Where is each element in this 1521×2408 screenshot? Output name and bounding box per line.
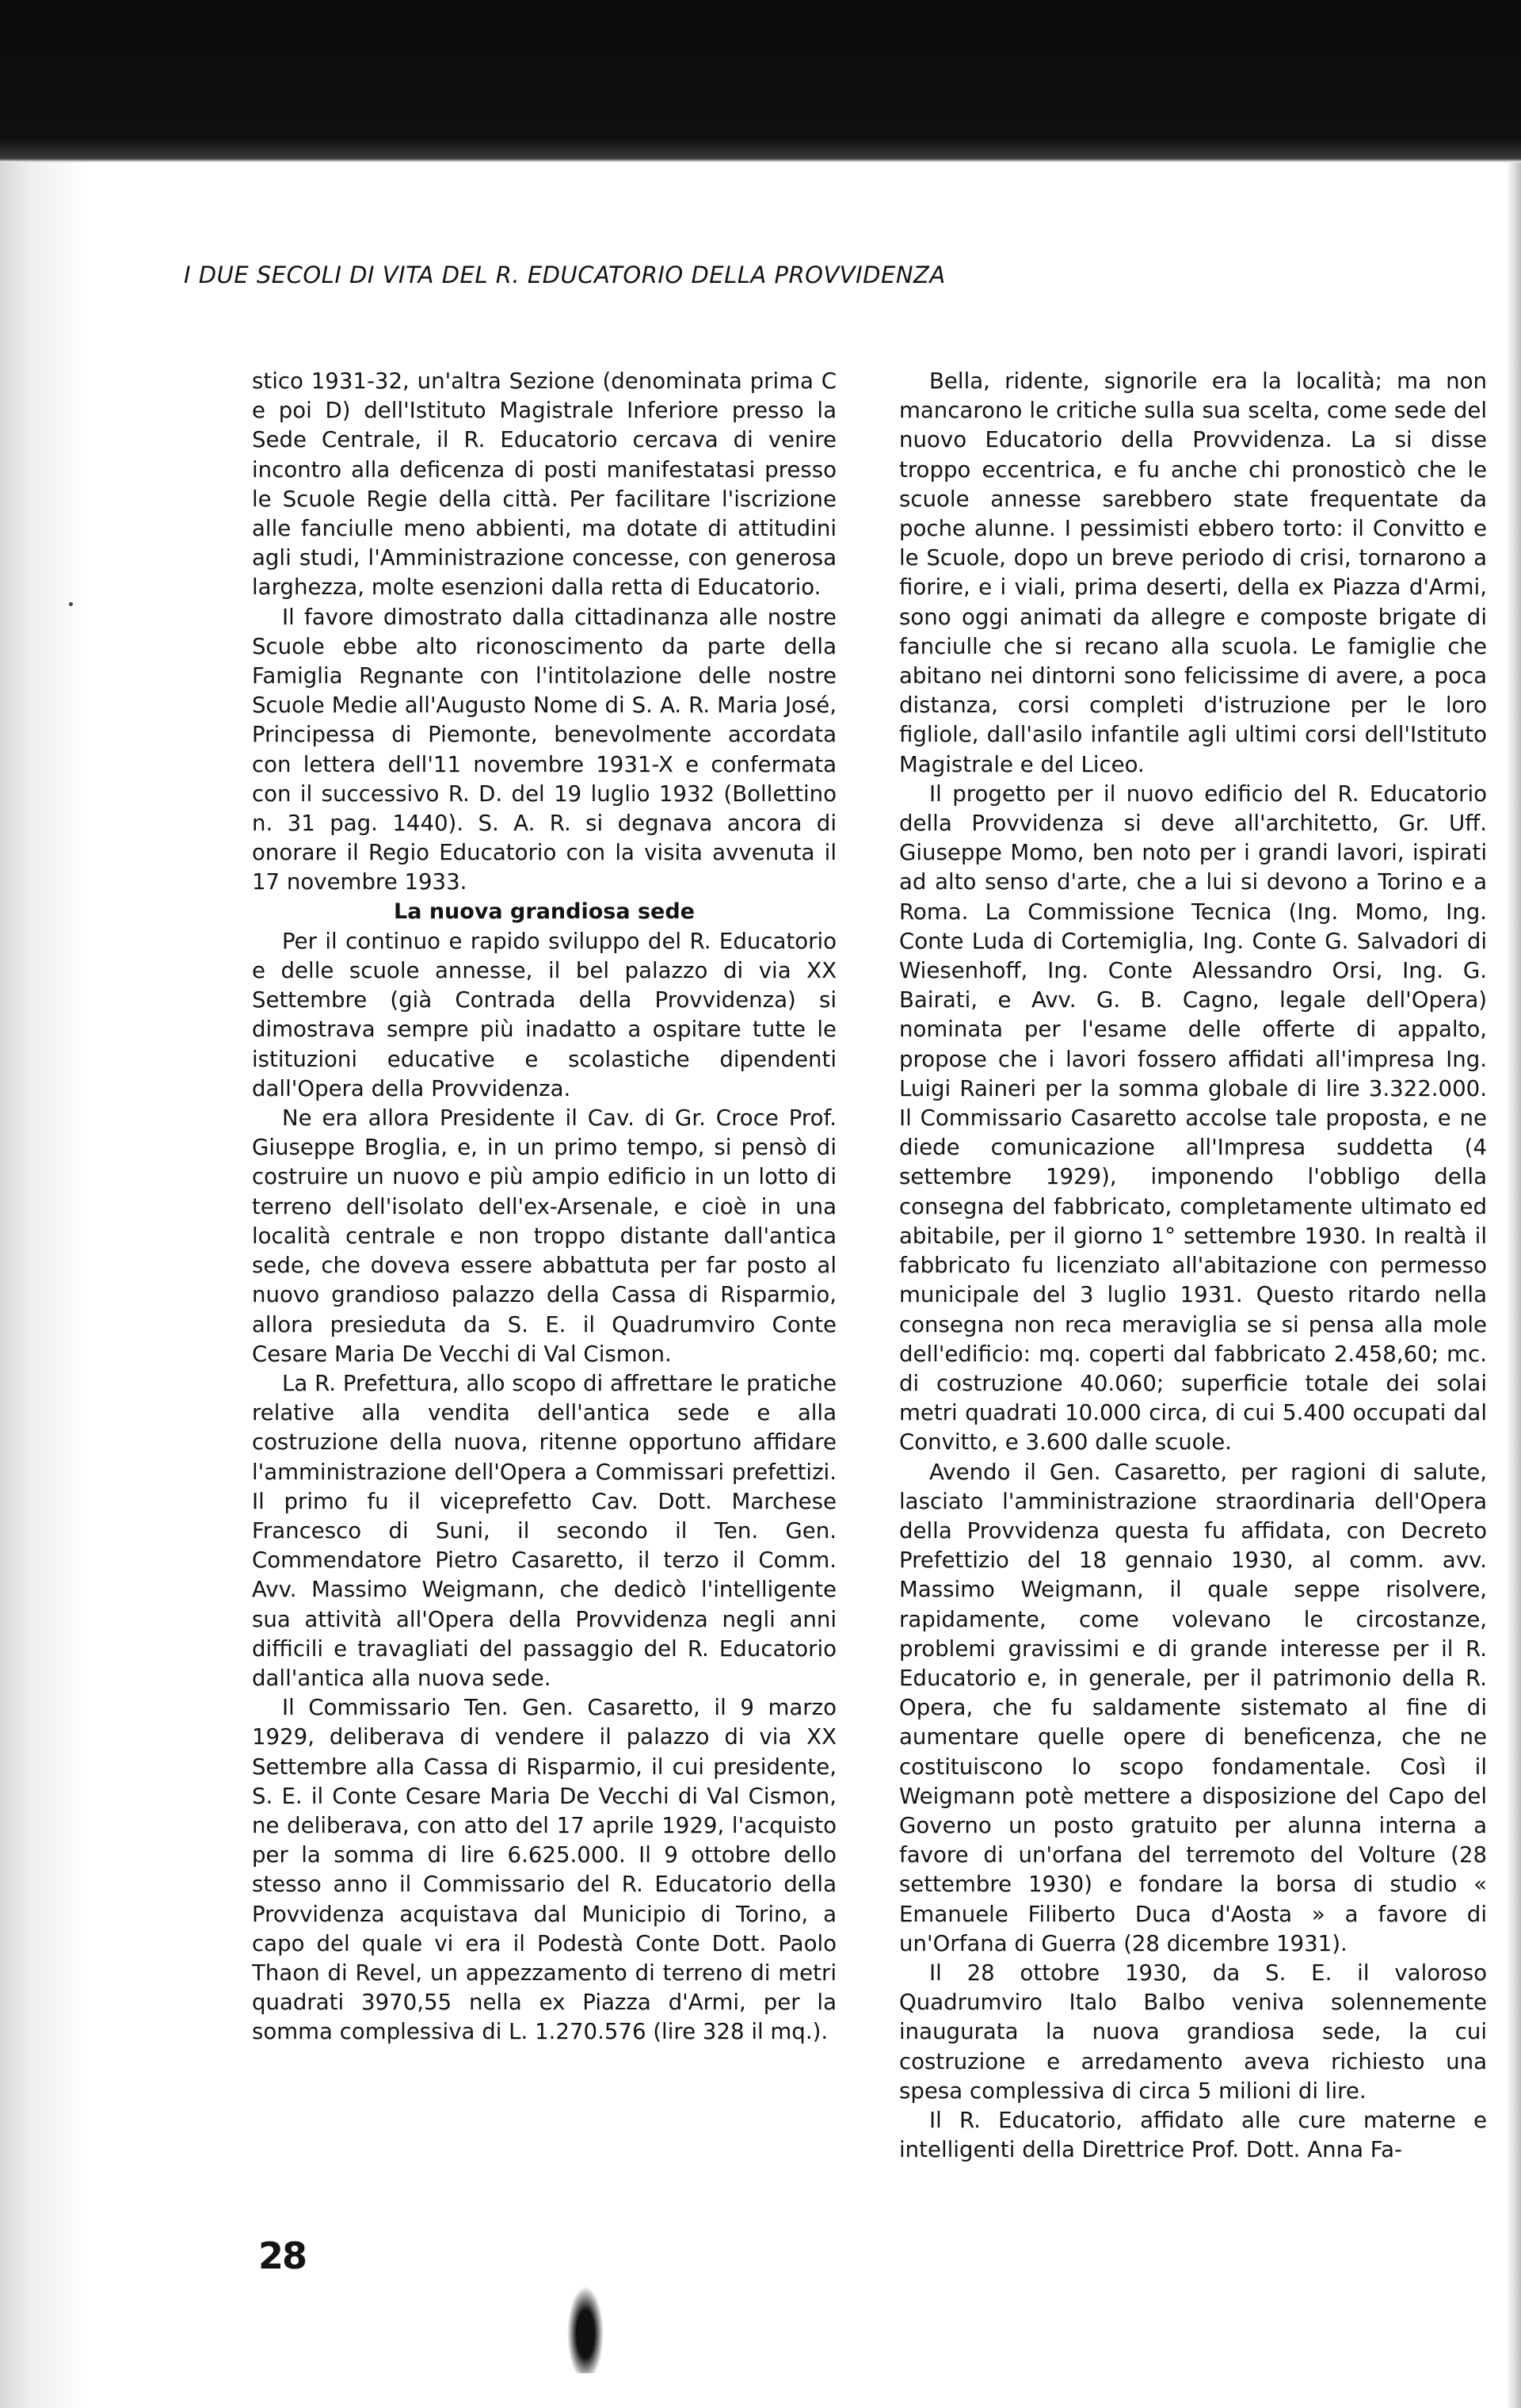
scan-right-edge — [1507, 162, 1521, 2408]
left-column — [252, 366, 837, 2047]
paragraph: Ne era allora Presidente il Cav. di Gr. Croce Prof. Giuseppe Broglia, e, in un primo tempo, si pensò di costruire un nuovo e più ampio edificio in un lotto di terreno dell'isolato dell'ex-Arsenale, e cioè in una località centrale e non troppo distante dall'antica sede, che doveva essere abbattuta per far posto al nuovo grandioso palazzo della Cassa di Risparmio, allora presieduta da S. E. il Quadrumviro Conte Cesare Maria De Vecchi di Val Cismon. — [252, 1105, 837, 1367]
scan-top-border — [0, 0, 1521, 162]
paragraph: Per il continuo e rapido sviluppo del R. Educatorio e delle scuole annesse, il bel palazzo di via XX Settembre (già Contrada della Provvidenza) si dimostrava sempre più inadatto a ospitare tutte le istituzioni educative e scolastiche dipendenti dall'Opera della Provvidenza. — [252, 927, 837, 1101]
paragraph: Il progetto per il nuovo edificio del R. Educatorio della Provvidenza si deve all'architetto, Gr. Uff. Giuseppe Momo, ben noto per i grandi lavori, ispirati ad alto senso d'arte, che a lui si devono a Torino e a Roma. La Commissione Tecnica (Ing. Momo, Ing. Conte Luda di Cortemiglia, Ing. Conte G. Salvadori di Wiesenhoff, Ing. Conte Alessandro Orsi, Ing. G. Bairati, e Avv. G. B. Cagno, legale dell'Opera) nominata per l'esame delle offerte di appalto, propose che i lavori fossero affidati all'impresa Ing. Luigi Raineri per la somma globale di lire 3.322.000. Il Commissario Casaretto accolse tale proposta, e ne diede comunicazione all'Impresa suddetta (4 settembre 1929), imponendo l'obbligo della consegna del fabbricato, completamente ultimato ed abitabile, per il giorno 1° settembre 1930. In realtà il fabbricato fu licenziato all'abitazione con permesso municipale del 3 luglio 1931. Questo ritardo nella consegna non reca meraviglia se si pensa alla mole dell'edificio: mq. coperti dal fabbricato 2.458,60; mc. di costruzione 40.060; superficie totale dei solai metri quadrati 10.000 circa, di cui 5.400 occupati dal Convitto, e 3.600 dalle scuole. — [899, 780, 1487, 1456]
paragraph: Bella, ridente, signorile era la località; ma non mancarono le critiche sulla sua scelta, come sede del nuovo Educatorio della Provvidenza. La si disse troppo eccentrica, e fu anche chi pronosticò che le scuole annesse sarebbero state frequentate da poche alunne. I pessimisti ebbero torto: il Convitto e le Scuole, dopo un breve periodo di crisi, tornarono a fiorire, e i viali, prima deserti, della ex Piazza d'Armi, sono oggi animati da allegre e composte brigate di fanciulle che si recano alla scuola. Le famiglie che abitano nei dintorni sono felicissime di avere, a poca distanza, corsi completi d'istruzione per le loro figliole, dall'asilo infantile agli ultimi corsi dell'Istituto Magistrale e del Liceo. — [899, 368, 1487, 777]
scan-binding-shadow — [0, 162, 87, 2408]
paragraph: Il Commissario Ten. Gen. Casaretto, il 9 marzo 1929, deliberava di vendere il palazzo di via XX Settembre alla Cassa di Risparmio, il cui presidente, S. E. il Conte Cesare Maria De Vecchi di Val Cismon, ne deliberava, con atto del 17 aprile 1929, l'acquisto per la somma di lire 6.625.000. Il 9 ottobre dello stesso anno il Commissario del R. Educatorio della Provvidenza acquistava dal Municipio di Torino, a capo del quale vi era il Podestà Conte Dott. Paolo Thaon di Revel, un appezzamento di terreno di metri quadrati 3970,55 nella ex Piazza d'Armi, per la somma complessiva di L. 1.270.576 (lire 328 il mq.). — [252, 1694, 837, 2045]
paragraph: La R. Prefettura, allo scopo di affrettare le pratiche relative alla vendita dell'antica sede e alla costruzione della nuova, ritenne opportuno affidare l'amministrazione dell'Opera a Commissari prefettizi. Il primo fu il viceprefetto Cav. Dott. Marchese Francesco di Suni, il secondo il Ten. Gen. Commendatore Pietro Casaretto, il terzo il Comm. Avv. Massimo Weigmann, che dedicò l'intelligente sua attività all'Opera della Provvidenza negli anni difficili e travagliati del passaggio del R. Educatorio dall'antica alla nuova sede. — [252, 1369, 837, 1691]
right-column — [899, 366, 1487, 2164]
scan-speck — [69, 602, 73, 606]
paragraph: Il 28 ottobre 1930, da S. E. il valoroso Quadrumviro Italo Balbo veniva solennemente inaugurata la nuova grandiosa sede, la cui costruzione e arredamento aveva richiesto una spesa complessiva di circa 5 milioni di lire. — [899, 1959, 1487, 2104]
paragraph: Avendo il Gen. Casaretto, per ragioni di salute, lasciato l'amministrazione straordinaria dell'Opera della Provvidenza questa fu affidata, con Decreto Prefettizio del 18 gennaio 1930, al comm. avv. Massimo Weigmann, il quale seppe risolvere, rapidamente, come volevano le circostanze, problemi gravissimi e di grande interesse per il R. Educatorio e, in generale, per il patrimonio della R. Opera, che fu saldamente sistemato al fine di aumentare quelle opere di beneficenza, che ne costituiscono lo scopo fondamentale. Così il Weigmann potè mettere a disposizione del Capo del Governo un posto gratuito per alunna interna a favore di un'orfana del terremoto del Volture (28 settembre 1930) e fondare la borsa di studio « Emanuele Filiberto Duca d'Aosta » a favore di un'Orfana di Guerra (28 dicembre 1931). — [899, 1458, 1487, 1956]
paragraph: stico 1931-32, un'altra Sezione (denominata prima C e poi D) dell'Istituto Magistrale Inferiore presso la Sede Centrale, il R. Educatorio cercava di venire incontro alla deficenza di posti manifestatasi presso le Scuole Regie della città. Per facilitare l'iscrizione alle fanciulle meno abbienti, ma dotate di attitudini agli studi, l'Amministrazione concesse, con generosa larghezza, molte esenzioni dalla retta di Educatorio. — [252, 368, 837, 601]
paragraph: Il R. Educatorio, affidato alle cure materne e intelligenti della Direttrice Prof. Dott. Anna Fa- — [899, 2106, 1487, 2163]
paragraph: Il favore dimostrato dalla cittadinanza alle nostre Scuole ebbe alto riconoscimento da parte della Famiglia Regnante con l'intitolazione delle nostre Scuole Medie all'Augusto Nome di S. A. R. Maria José, Principessa di Piemonte, benevolmente accordata con lettera dell'11 novembre 1931-X e confermata con il successivo R. D. del 19 luglio 1932 (Bollettino n. 31 pag. 1440). S. A. R. si degnava ancora di onorare il Regio Educatorio con la visita avvenuta il 17 novembre 1933. — [252, 603, 837, 895]
page-number: 28 — [258, 2234, 307, 2277]
running-head: I DUE SECOLI DI VITA DEL R. EDUCATORIO DELLA PROVVIDENZA — [184, 261, 946, 288]
section-heading: La nuova grandiosa sede — [394, 899, 695, 924]
ink-smudge — [567, 2286, 604, 2373]
